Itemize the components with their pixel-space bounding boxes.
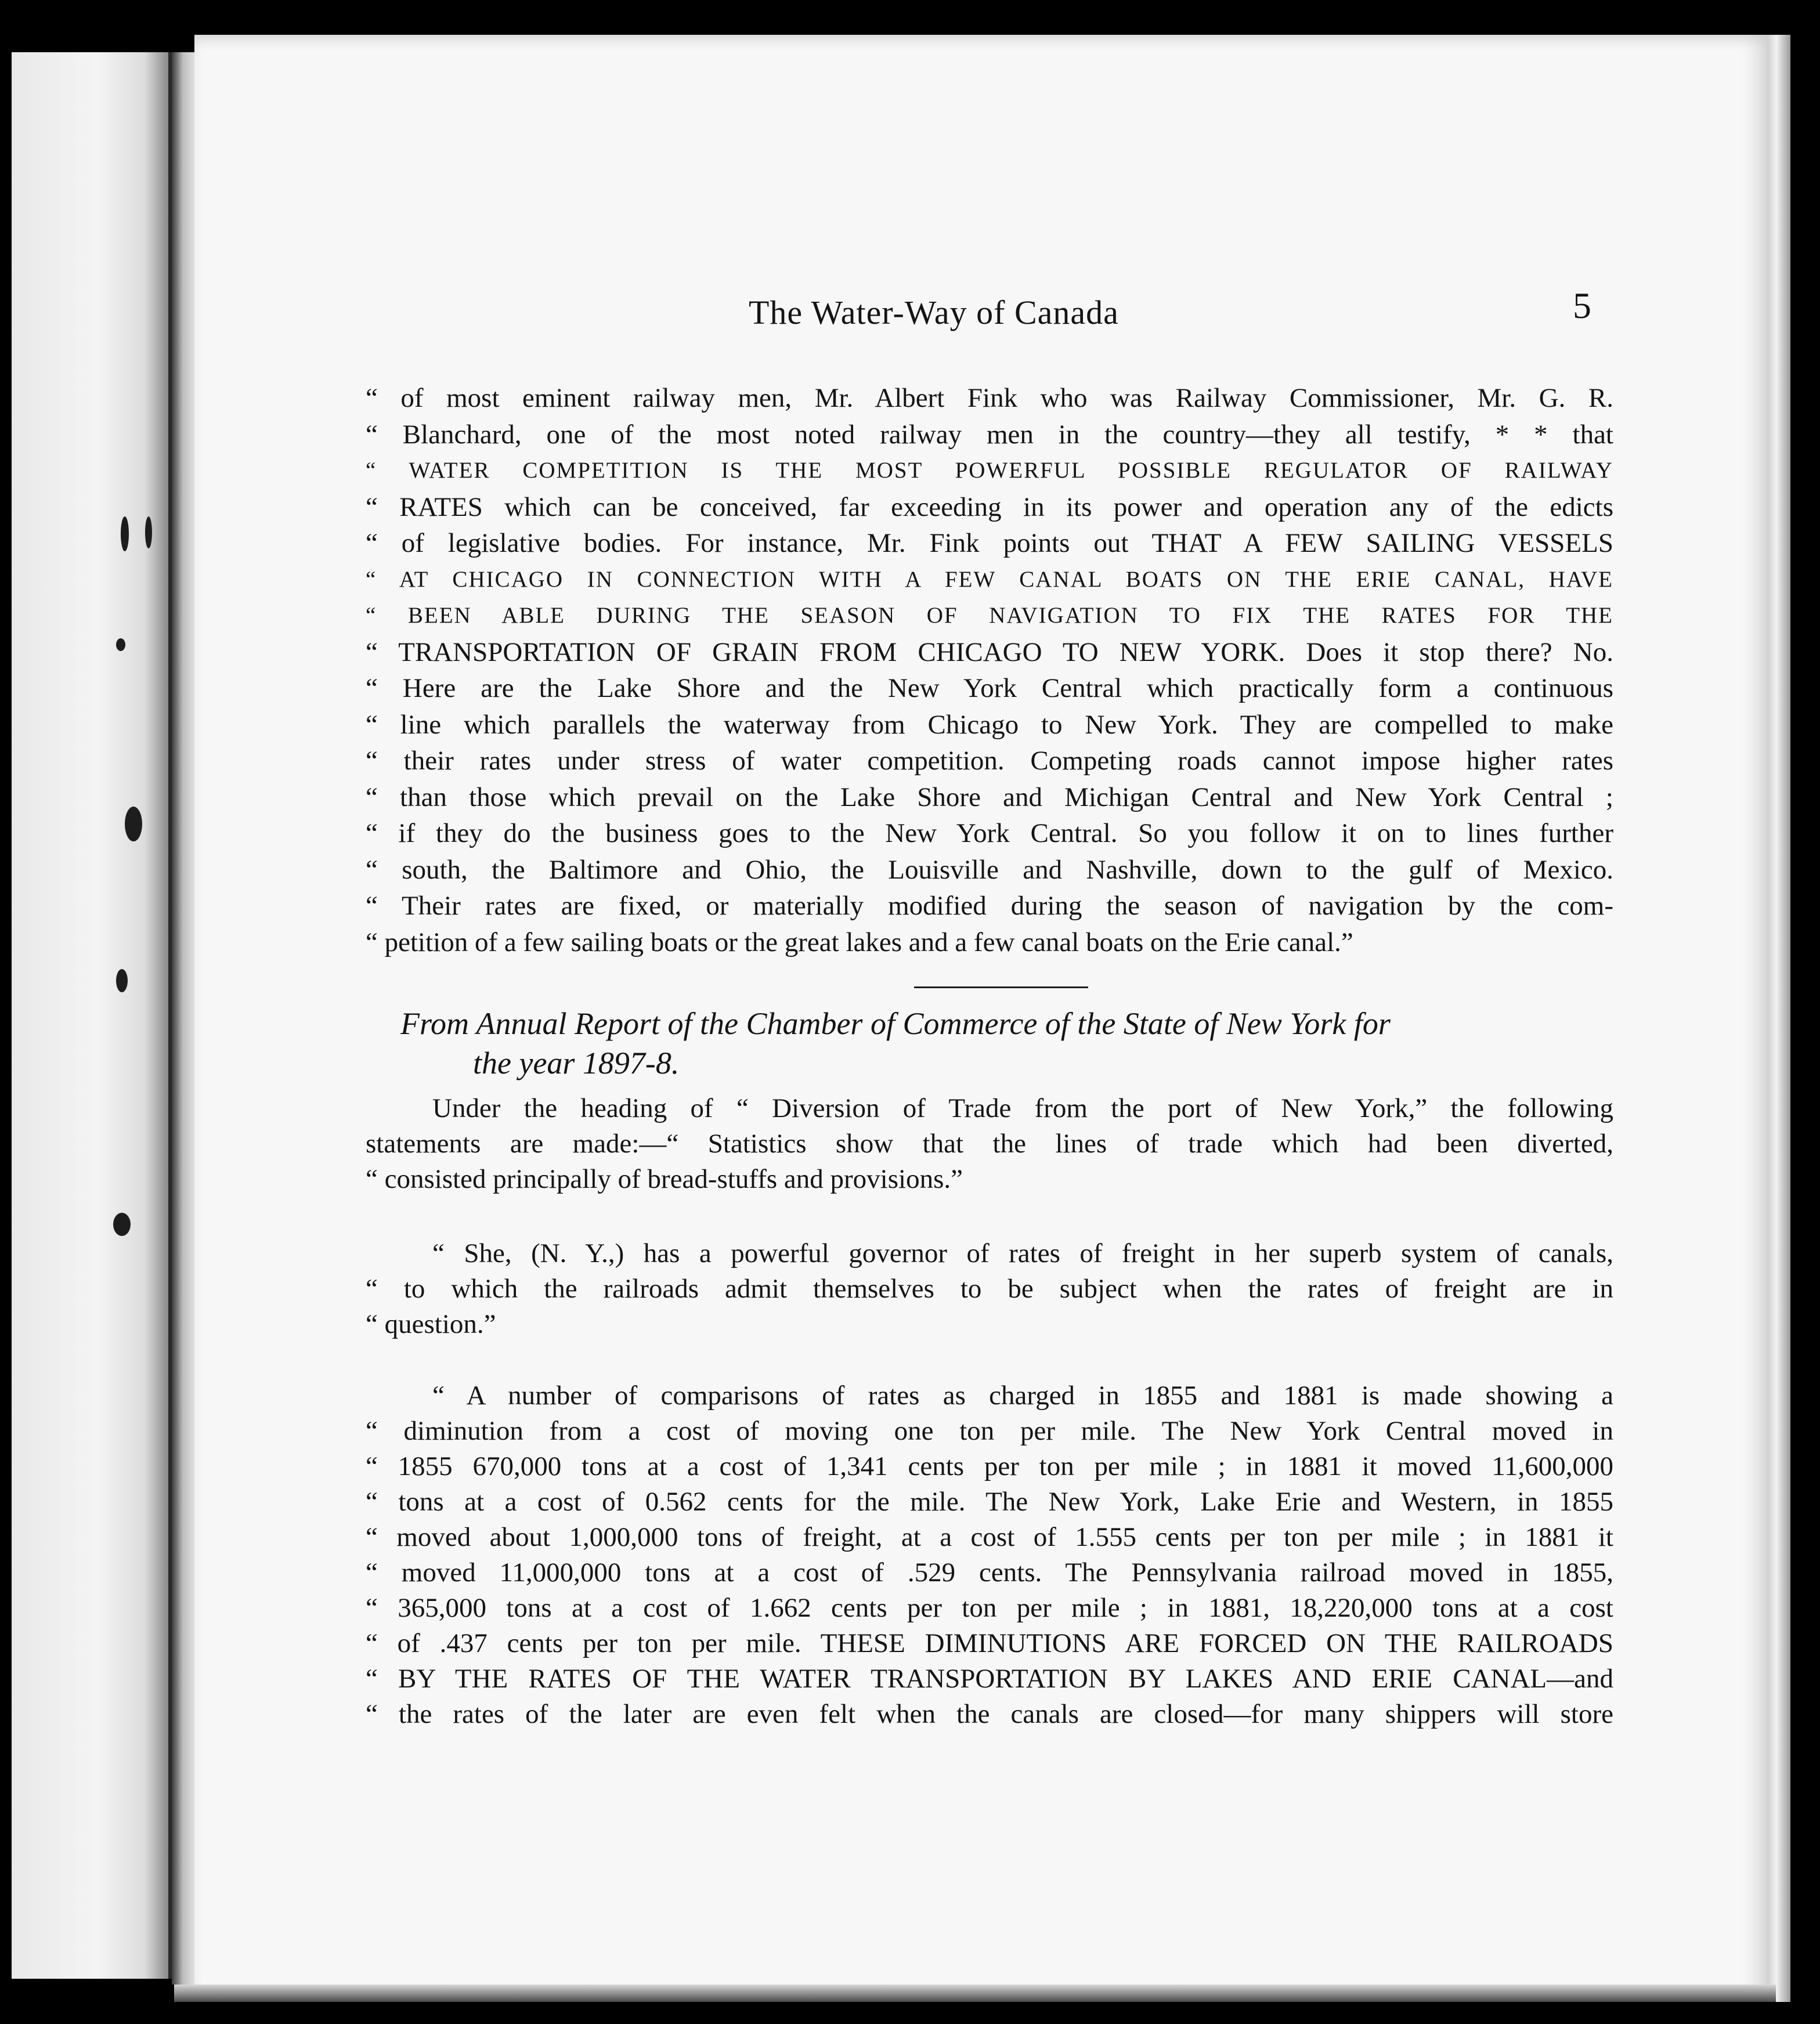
page-bottom-edge (174, 1985, 1776, 2002)
text-line: Under the heading of “ Diversion of Trade from the port of New York,” the following (432, 1093, 1613, 1123)
section-divider-rule (914, 986, 1088, 988)
text-line: “ moved 11,000,000 tons at a cost of .529 cents. The Pennsylvania railroad moved in 1855, (366, 1557, 1613, 1588)
text-line: “ line which parallels the waterway from Chicago to New York. They are compelled to make (366, 709, 1613, 740)
text-line: “ WATER COMPETITION IS THE MOST POWERFUL POSSIBLE REGULATOR OF RAILWAY (366, 458, 1613, 483)
binding-hole-mark (116, 969, 128, 992)
section-heading-line: the year 1897-8. (473, 1046, 680, 1080)
scan-frame-top (0, 0, 1820, 35)
text-line: “ of legislative bodies. For instance, Mr. Fink points out THAT A FEW SAILING VESSELS (366, 528, 1613, 558)
text-line: “ of most eminent railway men, Mr. Albert Fink who was Railway Commissioner, Mr. G. R. (366, 383, 1613, 413)
text-line: “ petition of a few sailing boats or the great lakes and a few canal boats on the Erie canal.” (366, 927, 1353, 957)
text-line: “ the rates of the later are even felt when the canals are closed—for many shippers will store (366, 1699, 1613, 1729)
running-head: The Water-Way of Canada (749, 294, 1119, 331)
page-right-edge (1767, 35, 1790, 2002)
text-line: “ consisted principally of bread-stuffs and provisions.” (366, 1164, 963, 1194)
section-heading-line: From Annual Report of the Chamber of Commerce of the State of New York for (400, 1006, 1391, 1041)
binding-hole-mark (145, 516, 152, 548)
text-line: “ diminution from a cost of moving one ton per mile. The New York Central moved in (366, 1416, 1613, 1446)
text-line: “ if they do the business goes to the New York Central. So you follow it on to lines further (366, 818, 1613, 848)
binding-hole-mark (125, 807, 142, 841)
text-line: “ BY THE RATES OF THE WATER TRANSPORTATION BY LAKES AND ERIE CANAL—and (366, 1664, 1613, 1694)
paragraph (366, 1091, 1613, 1197)
binding-hole-mark (116, 638, 125, 651)
text-line: “ to which the railroads admit themselves to be subject when the rates of freight are in (366, 1274, 1613, 1304)
section-heading (400, 1004, 1613, 1083)
text-line: “ Blanchard, one of the most noted railway men in the country—they all testify, * * that (366, 419, 1613, 450)
binding-hole-mark (113, 1213, 131, 1236)
text-line: “ question.” (366, 1309, 496, 1339)
text-line: “ BEEN ABLE DURING THE SEASON OF NAVIGATION TO FIX THE RATES FOR THE (366, 603, 1613, 628)
text-line: “ moved about 1,000,000 tons of freight, at a cost of 1.555 cents per ton per mile ; in 1881 it (366, 1522, 1613, 1552)
text-line: “ TRANSPORTATION OF GRAIN FROM CHICAGO TO NEW YORK. Does it stop there? No. (366, 637, 1613, 667)
text-line: statements are made:—“ Statistics show that the lines of trade which had been diverted, (366, 1129, 1613, 1159)
text-line: “ RATES which can be conceived, far exceeding in its power and operation any of the edicts (366, 491, 1613, 522)
text-line: “ Here are the Lake Shore and the New York Central which practically form a continuous (366, 673, 1613, 703)
text-line: “ She, (N. Y.,) has a powerful governor of rates of freight in her superb system of canals, (432, 1238, 1613, 1268)
text-line: “ 365,000 tons at a cost of 1.662 cents per ton per mile ; in 1881, 18,220,000 tons at a cost (366, 1593, 1613, 1623)
quoted-passage (366, 380, 1613, 960)
text-line: “ 1855 670,000 tons at a cost of 1,341 cents per ton per mile ; in 1881 it moved 11,600,000 (366, 1451, 1613, 1481)
paragraph (366, 1378, 1613, 1732)
page-number: 5 (1573, 285, 1591, 326)
text-line: “ AT CHICAGO IN CONNECTION WITH A FEW CANAL BOATS ON THE ERIE CANAL, HAVE (366, 566, 1613, 592)
text-line: “ south, the Baltimore and Ohio, the Louisville and Nashville, down to the gulf of Mexico. (366, 854, 1613, 885)
binding-hole-mark (121, 516, 129, 551)
text-line: “ A number of comparisons of rates as charged in 1855 and 1881 is made showing a (432, 1380, 1613, 1411)
text-line: “ than those which prevail on the Lake Shore and Michigan Central and New York Central ; (366, 782, 1613, 812)
text-line: “ their rates under stress of water competition. Competing roads cannot impose higher rates (366, 746, 1613, 776)
paragraph (366, 1236, 1613, 1342)
text-line: “ of .437 cents per ton per mile. THESE DIMINUTIONS ARE FORCED ON THE RAILROADS (366, 1628, 1613, 1658)
facing-page-edge (12, 52, 172, 1979)
text-line: “ Their rates are fixed, or materially modified during the season of navigation by the com- (366, 891, 1613, 921)
text-line: “ tons at a cost of 0.562 cents for the mile. The New York, Lake Erie and Western, in 1855 (366, 1487, 1613, 1517)
